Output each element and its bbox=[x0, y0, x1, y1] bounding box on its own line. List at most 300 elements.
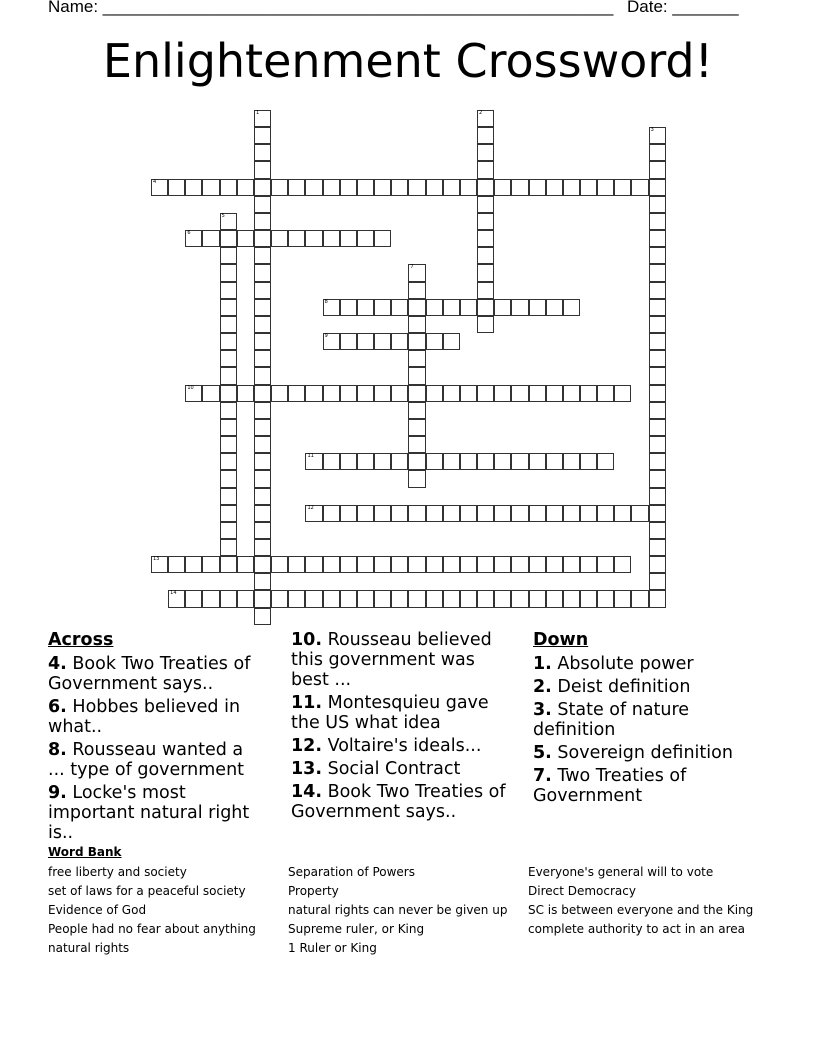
crossword-cell[interactable] bbox=[305, 230, 322, 247]
across-clue-11: 11. Montesquieu gave the US what idea bbox=[291, 693, 489, 733]
crossword-cell[interactable] bbox=[408, 436, 425, 453]
crossword-cell[interactable] bbox=[649, 179, 666, 196]
crossword-cell[interactable] bbox=[649, 299, 666, 316]
crossword-cell[interactable] bbox=[477, 127, 494, 144]
crossword-cell[interactable] bbox=[340, 385, 357, 402]
crossword-cell[interactable] bbox=[202, 230, 219, 247]
crossword-cell[interactable] bbox=[202, 590, 219, 607]
crossword-cell[interactable] bbox=[426, 590, 443, 607]
crossword-cell[interactable] bbox=[563, 179, 580, 196]
crossword-cell[interactable] bbox=[426, 385, 443, 402]
crossword-cell[interactable] bbox=[477, 282, 494, 299]
crossword-cell[interactable] bbox=[237, 385, 254, 402]
across-clue-10: 10. Rousseau believed this government was best ... bbox=[291, 630, 492, 690]
crossword-cell[interactable] bbox=[649, 470, 666, 487]
crossword-cell[interactable] bbox=[597, 556, 614, 573]
crossword-cell[interactable] bbox=[237, 590, 254, 607]
crossword-cell[interactable] bbox=[254, 144, 271, 161]
word-bank-item: SC is between everyone and the King bbox=[528, 903, 754, 917]
crossword-cell[interactable] bbox=[477, 110, 494, 127]
crossword-cell[interactable] bbox=[511, 299, 528, 316]
crossword-cell[interactable] bbox=[288, 179, 305, 196]
crossword-cell[interactable] bbox=[323, 385, 340, 402]
crossword-cell[interactable] bbox=[563, 453, 580, 470]
clue-number: 9 bbox=[324, 333, 328, 340]
down-clue-3: 3. State of nature definition bbox=[533, 700, 690, 740]
crossword-cell[interactable] bbox=[254, 213, 271, 230]
crossword-cell[interactable] bbox=[220, 453, 237, 470]
crossword-cell[interactable] bbox=[529, 590, 546, 607]
crossword-cell[interactable] bbox=[408, 333, 425, 350]
crossword-cell[interactable] bbox=[494, 299, 511, 316]
crossword-cell[interactable] bbox=[254, 127, 271, 144]
crossword-cell[interactable] bbox=[460, 385, 477, 402]
crossword-cell[interactable] bbox=[340, 333, 357, 350]
crossword-cell[interactable] bbox=[408, 299, 425, 316]
crossword-cell[interactable] bbox=[408, 453, 425, 470]
crossword-cell[interactable] bbox=[254, 402, 271, 419]
crossword-cell[interactable] bbox=[357, 333, 374, 350]
crossword-cell[interactable] bbox=[426, 299, 443, 316]
crossword-cell[interactable] bbox=[391, 556, 408, 573]
crossword-cell[interactable] bbox=[546, 179, 563, 196]
crossword-cell[interactable] bbox=[323, 556, 340, 573]
crossword-cell[interactable] bbox=[477, 179, 494, 196]
crossword-cell[interactable] bbox=[511, 505, 528, 522]
word-bank-item: People had no fear about anything bbox=[48, 922, 256, 936]
crossword-cell[interactable] bbox=[511, 385, 528, 402]
crossword-cell[interactable] bbox=[254, 367, 271, 384]
crossword-cell[interactable] bbox=[220, 264, 237, 281]
crossword-cell[interactable] bbox=[168, 590, 185, 607]
crossword-cell[interactable] bbox=[426, 333, 443, 350]
crossword-cell[interactable] bbox=[529, 505, 546, 522]
crossword-cell[interactable] bbox=[546, 299, 563, 316]
down-clue-5: 5. Sovereign definition bbox=[533, 743, 733, 763]
crossword-cell[interactable] bbox=[443, 590, 460, 607]
crossword-cell[interactable] bbox=[220, 505, 237, 522]
crossword-cell[interactable] bbox=[357, 385, 374, 402]
crossword-cell[interactable] bbox=[323, 453, 340, 470]
crossword-cell[interactable] bbox=[494, 385, 511, 402]
crossword-cell[interactable] bbox=[649, 230, 666, 247]
crossword-cell[interactable] bbox=[254, 436, 271, 453]
crossword-cell[interactable] bbox=[529, 453, 546, 470]
crossword-cell[interactable] bbox=[649, 505, 666, 522]
crossword-cell[interactable] bbox=[305, 453, 322, 470]
crossword-cell[interactable] bbox=[254, 505, 271, 522]
crossword-cell[interactable] bbox=[271, 179, 288, 196]
crossword-cell[interactable] bbox=[220, 247, 237, 264]
crossword-cell[interactable] bbox=[597, 385, 614, 402]
crossword-cell[interactable] bbox=[408, 316, 425, 333]
crossword-cell[interactable] bbox=[220, 385, 237, 402]
crossword-cell[interactable] bbox=[546, 453, 563, 470]
crossword-cell[interactable] bbox=[357, 505, 374, 522]
crossword-cell[interactable] bbox=[202, 385, 219, 402]
clue-number: 2 bbox=[479, 110, 483, 116]
crossword-cell[interactable] bbox=[254, 333, 271, 350]
crossword-cell[interactable] bbox=[220, 282, 237, 299]
crossword-cell[interactable] bbox=[614, 385, 631, 402]
crossword-cell[interactable] bbox=[614, 505, 631, 522]
crossword-cell[interactable] bbox=[168, 556, 185, 573]
crossword-cell[interactable] bbox=[443, 179, 460, 196]
crossword-cell[interactable] bbox=[649, 539, 666, 556]
crossword-cell[interactable] bbox=[185, 385, 202, 402]
crossword-cell[interactable] bbox=[649, 367, 666, 384]
crossword-cell[interactable] bbox=[563, 299, 580, 316]
crossword-cell[interactable] bbox=[340, 453, 357, 470]
crossword-cell[interactable] bbox=[220, 299, 237, 316]
crossword-cell[interactable] bbox=[271, 590, 288, 607]
crossword-cell[interactable] bbox=[391, 179, 408, 196]
crossword-cell[interactable] bbox=[511, 556, 528, 573]
crossword-cell[interactable] bbox=[649, 333, 666, 350]
crossword-cell[interactable] bbox=[254, 161, 271, 178]
crossword-cell[interactable] bbox=[597, 505, 614, 522]
crossword-cell[interactable] bbox=[408, 385, 425, 402]
crossword-cell[interactable] bbox=[631, 179, 648, 196]
word-bank-item: complete authority to act in an area bbox=[528, 922, 745, 936]
crossword-cell[interactable] bbox=[477, 453, 494, 470]
crossword-cell[interactable] bbox=[631, 505, 648, 522]
crossword-cell[interactable] bbox=[288, 556, 305, 573]
crossword-cell[interactable] bbox=[288, 385, 305, 402]
crossword-cell[interactable] bbox=[477, 230, 494, 247]
crossword-cell[interactable] bbox=[357, 590, 374, 607]
crossword-cell[interactable] bbox=[597, 453, 614, 470]
word-bank-heading: Word Bank bbox=[48, 845, 122, 859]
crossword-cell[interactable] bbox=[494, 453, 511, 470]
crossword-cell[interactable] bbox=[649, 316, 666, 333]
crossword-cell[interactable] bbox=[546, 556, 563, 573]
crossword-cell[interactable] bbox=[580, 179, 597, 196]
crossword-cell[interactable] bbox=[220, 436, 237, 453]
crossword-cell[interactable] bbox=[649, 436, 666, 453]
crossword-cell[interactable] bbox=[546, 505, 563, 522]
crossword-cell[interactable] bbox=[220, 213, 237, 230]
page-title: Enlightenment Crossword! bbox=[102, 34, 714, 88]
crossword-cell[interactable] bbox=[511, 179, 528, 196]
crossword-cell[interactable] bbox=[460, 556, 477, 573]
clue-number: 12 bbox=[307, 504, 314, 511]
crossword-cell[interactable] bbox=[443, 505, 460, 522]
crossword-cell[interactable] bbox=[254, 522, 271, 539]
crossword-cell[interactable] bbox=[220, 179, 237, 196]
crossword-cell[interactable] bbox=[391, 333, 408, 350]
crossword-cell[interactable] bbox=[477, 144, 494, 161]
crossword-cell[interactable] bbox=[374, 230, 391, 247]
crossword-cell[interactable] bbox=[254, 573, 271, 590]
crossword-cell[interactable] bbox=[254, 556, 271, 573]
crossword-cell[interactable] bbox=[374, 505, 391, 522]
crossword-cell[interactable] bbox=[185, 590, 202, 607]
crossword-cell[interactable] bbox=[271, 230, 288, 247]
crossword-cell[interactable] bbox=[408, 264, 425, 281]
crossword-cell[interactable] bbox=[305, 556, 322, 573]
crossword-cell[interactable] bbox=[597, 590, 614, 607]
crossword-cell[interactable] bbox=[408, 350, 425, 367]
crossword-cell[interactable] bbox=[649, 453, 666, 470]
crossword-cell[interactable] bbox=[391, 453, 408, 470]
crossword-cell[interactable] bbox=[391, 505, 408, 522]
crossword-cell[interactable] bbox=[494, 556, 511, 573]
crossword-cell[interactable] bbox=[237, 179, 254, 196]
crossword-cell[interactable] bbox=[254, 419, 271, 436]
crossword-cell[interactable] bbox=[408, 282, 425, 299]
crossword-cell[interactable] bbox=[477, 264, 494, 281]
crossword-cell[interactable] bbox=[374, 299, 391, 316]
crossword-cell[interactable] bbox=[408, 402, 425, 419]
crossword-cell[interactable] bbox=[391, 299, 408, 316]
crossword-cell[interactable] bbox=[185, 230, 202, 247]
crossword-cell[interactable] bbox=[649, 556, 666, 573]
date-field[interactable]: Date: _______ bbox=[627, 0, 739, 16]
word-bank-item: set of laws for a peaceful society bbox=[48, 884, 246, 898]
crossword-cell[interactable] bbox=[460, 453, 477, 470]
crossword-cell[interactable] bbox=[408, 556, 425, 573]
crossword-cell[interactable] bbox=[649, 264, 666, 281]
crossword-cell[interactable] bbox=[614, 179, 631, 196]
crossword-cell[interactable] bbox=[374, 179, 391, 196]
crossword-cell[interactable] bbox=[374, 590, 391, 607]
crossword-cell[interactable] bbox=[340, 590, 357, 607]
crossword-cell[interactable] bbox=[357, 179, 374, 196]
name-field[interactable]: Name: ______________________________________________________ bbox=[48, 0, 614, 16]
crossword-cell[interactable] bbox=[340, 299, 357, 316]
crossword-cell[interactable] bbox=[511, 453, 528, 470]
crossword-cell[interactable] bbox=[254, 453, 271, 470]
crossword-cell[interactable] bbox=[408, 590, 425, 607]
crossword-cell[interactable] bbox=[460, 299, 477, 316]
crossword-cell[interactable] bbox=[443, 453, 460, 470]
crossword-cell[interactable] bbox=[408, 505, 425, 522]
crossword-cell[interactable] bbox=[374, 385, 391, 402]
crossword-cell[interactable] bbox=[649, 282, 666, 299]
crossword-cell[interactable] bbox=[426, 556, 443, 573]
crossword-cell[interactable] bbox=[271, 556, 288, 573]
crossword-cell[interactable] bbox=[477, 385, 494, 402]
crossword-cell[interactable] bbox=[323, 179, 340, 196]
crossword-cell[interactable] bbox=[237, 556, 254, 573]
crossword-cell[interactable] bbox=[254, 299, 271, 316]
crossword-cell[interactable] bbox=[563, 505, 580, 522]
crossword-cell[interactable] bbox=[649, 127, 666, 144]
clue-number: 14 bbox=[170, 590, 177, 597]
crossword-cell[interactable] bbox=[254, 488, 271, 505]
crossword-cell[interactable] bbox=[426, 453, 443, 470]
clue-number: 4 bbox=[153, 178, 157, 185]
crossword-cell[interactable] bbox=[202, 179, 219, 196]
crossword-cell[interactable] bbox=[580, 590, 597, 607]
across-clue-12: 12. Voltaire's ideals... bbox=[291, 736, 482, 756]
crossword-cell[interactable] bbox=[151, 179, 168, 196]
crossword-cell[interactable] bbox=[220, 402, 237, 419]
crossword-cell[interactable] bbox=[357, 230, 374, 247]
crossword-cell[interactable] bbox=[220, 556, 237, 573]
crossword-cell[interactable] bbox=[288, 230, 305, 247]
crossword-cell[interactable] bbox=[546, 590, 563, 607]
crossword-cell[interactable] bbox=[305, 505, 322, 522]
crossword-cell[interactable] bbox=[323, 590, 340, 607]
crossword-cell[interactable] bbox=[254, 590, 271, 607]
crossword-cell[interactable] bbox=[237, 230, 254, 247]
crossword-cell[interactable] bbox=[580, 453, 597, 470]
crossword-cell[interactable] bbox=[563, 590, 580, 607]
crossword-cell[interactable] bbox=[477, 299, 494, 316]
crossword-cell[interactable] bbox=[254, 385, 271, 402]
crossword-cell[interactable] bbox=[477, 590, 494, 607]
word-bank-item: Supreme ruler, or King bbox=[288, 922, 425, 936]
crossword-cell[interactable] bbox=[649, 573, 666, 590]
crossword-cell[interactable] bbox=[151, 556, 168, 573]
crossword-cell[interactable] bbox=[185, 179, 202, 196]
crossword-cell[interactable] bbox=[426, 179, 443, 196]
crossword-cell[interactable] bbox=[477, 556, 494, 573]
crossword-cell[interactable] bbox=[254, 179, 271, 196]
crossword-cell[interactable] bbox=[340, 556, 357, 573]
crossword-cell[interactable] bbox=[443, 556, 460, 573]
crossword-cell[interactable] bbox=[357, 453, 374, 470]
crossword-cell[interactable] bbox=[529, 556, 546, 573]
crossword-cell[interactable] bbox=[374, 333, 391, 350]
crossword-cell[interactable] bbox=[443, 385, 460, 402]
crossword-cell[interactable] bbox=[563, 385, 580, 402]
crossword-cell[interactable] bbox=[649, 247, 666, 264]
crossword-cell[interactable] bbox=[443, 299, 460, 316]
crossword-cell[interactable] bbox=[220, 350, 237, 367]
across-clue-8: 8. Rousseau wanted a ... type of government bbox=[48, 740, 245, 780]
crossword-cell[interactable] bbox=[649, 488, 666, 505]
crossword-cell[interactable] bbox=[529, 385, 546, 402]
crossword-cell[interactable] bbox=[254, 608, 271, 625]
crossword-cell[interactable] bbox=[168, 179, 185, 196]
crossword-cell[interactable] bbox=[340, 505, 357, 522]
crossword-cell[interactable] bbox=[477, 196, 494, 213]
crossword-cell[interactable] bbox=[220, 488, 237, 505]
crossword-cell[interactable] bbox=[220, 230, 237, 247]
crossword-cell[interactable] bbox=[271, 385, 288, 402]
crossword-cell[interactable] bbox=[220, 539, 237, 556]
crossword-cell[interactable] bbox=[546, 385, 563, 402]
crossword-cell[interactable] bbox=[649, 213, 666, 230]
crossword-cell[interactable] bbox=[254, 230, 271, 247]
crossword-cell[interactable] bbox=[254, 264, 271, 281]
crossword-cell[interactable] bbox=[305, 385, 322, 402]
crossword-cell[interactable] bbox=[460, 590, 477, 607]
crossword-cell[interactable] bbox=[614, 590, 631, 607]
crossword-cell[interactable] bbox=[408, 367, 425, 384]
crossword-cell[interactable] bbox=[305, 179, 322, 196]
crossword-cell[interactable] bbox=[220, 333, 237, 350]
crossword-cell[interactable] bbox=[494, 505, 511, 522]
crossword-cell[interactable] bbox=[254, 196, 271, 213]
crossword-cell[interactable] bbox=[477, 247, 494, 264]
crossword-cell[interactable] bbox=[477, 316, 494, 333]
crossword-cell[interactable] bbox=[357, 556, 374, 573]
crossword-cell[interactable] bbox=[374, 556, 391, 573]
down-heading: Down bbox=[533, 630, 589, 650]
crossword-cell[interactable] bbox=[649, 350, 666, 367]
crossword-cell[interactable] bbox=[649, 161, 666, 178]
crossword-cell[interactable] bbox=[202, 556, 219, 573]
crossword-cell[interactable] bbox=[631, 590, 648, 607]
crossword-cell[interactable] bbox=[477, 161, 494, 178]
crossword-cell[interactable] bbox=[220, 590, 237, 607]
crossword-cell[interactable] bbox=[408, 179, 425, 196]
crossword-cell[interactable] bbox=[340, 230, 357, 247]
crossword-cell[interactable] bbox=[220, 522, 237, 539]
crossword-cell[interactable] bbox=[477, 213, 494, 230]
crossword-cell[interactable] bbox=[460, 505, 477, 522]
crossword-cell[interactable] bbox=[580, 556, 597, 573]
crossword-cell[interactable] bbox=[185, 556, 202, 573]
crossword-cell[interactable] bbox=[408, 419, 425, 436]
crossword-cell[interactable] bbox=[340, 179, 357, 196]
across-clue-4: 4. Book Two Treaties of Government says.. bbox=[48, 654, 251, 694]
crossword-cell[interactable] bbox=[494, 179, 511, 196]
crossword-cell[interactable] bbox=[529, 179, 546, 196]
crossword-cell[interactable] bbox=[305, 590, 322, 607]
crossword-cell[interactable] bbox=[357, 299, 374, 316]
crossword-cell[interactable] bbox=[649, 196, 666, 213]
crossword-cell[interactable] bbox=[649, 385, 666, 402]
crossword-cell[interactable] bbox=[649, 590, 666, 607]
crossword-cell[interactable] bbox=[597, 179, 614, 196]
word-bank-item: Direct Democracy bbox=[528, 884, 636, 898]
crossword-cell[interactable] bbox=[580, 505, 597, 522]
crossword-cell[interactable] bbox=[511, 590, 528, 607]
crossword-cell[interactable] bbox=[323, 333, 340, 350]
crossword-cell[interactable] bbox=[254, 470, 271, 487]
crossword-cell[interactable] bbox=[391, 385, 408, 402]
crossword-cell[interactable] bbox=[649, 144, 666, 161]
crossword-cell[interactable] bbox=[323, 230, 340, 247]
crossword-cell[interactable] bbox=[220, 470, 237, 487]
crossword-cell[interactable] bbox=[649, 402, 666, 419]
crossword-cell[interactable] bbox=[323, 505, 340, 522]
crossword-cell[interactable] bbox=[529, 299, 546, 316]
crossword-cell[interactable] bbox=[477, 505, 494, 522]
crossword-cell[interactable] bbox=[408, 470, 425, 487]
across-clue-13: 13. Social Contract bbox=[291, 759, 461, 779]
crossword-cell[interactable] bbox=[426, 505, 443, 522]
crossword-cell[interactable] bbox=[220, 367, 237, 384]
crossword-cell[interactable] bbox=[220, 419, 237, 436]
crossword-cell[interactable] bbox=[443, 333, 460, 350]
crossword-cell[interactable] bbox=[391, 590, 408, 607]
crossword-cell[interactable] bbox=[254, 316, 271, 333]
crossword-cell[interactable] bbox=[254, 539, 271, 556]
crossword-cell[interactable] bbox=[374, 453, 391, 470]
crossword-cell[interactable] bbox=[649, 419, 666, 436]
crossword-cell[interactable] bbox=[254, 110, 271, 127]
crossword-cell[interactable] bbox=[254, 282, 271, 299]
crossword-cell[interactable] bbox=[323, 299, 340, 316]
crossword-cell[interactable] bbox=[254, 350, 271, 367]
crossword-cell[interactable] bbox=[254, 247, 271, 264]
crossword-cell[interactable] bbox=[563, 556, 580, 573]
crossword-cell[interactable] bbox=[288, 590, 305, 607]
crossword-cell[interactable] bbox=[614, 556, 631, 573]
crossword-cell[interactable] bbox=[580, 385, 597, 402]
word-bank-column-1 bbox=[48, 863, 256, 958]
crossword-cell[interactable] bbox=[649, 522, 666, 539]
crossword-cell[interactable] bbox=[494, 590, 511, 607]
crossword-cell[interactable] bbox=[460, 179, 477, 196]
crossword-cell[interactable] bbox=[220, 316, 237, 333]
